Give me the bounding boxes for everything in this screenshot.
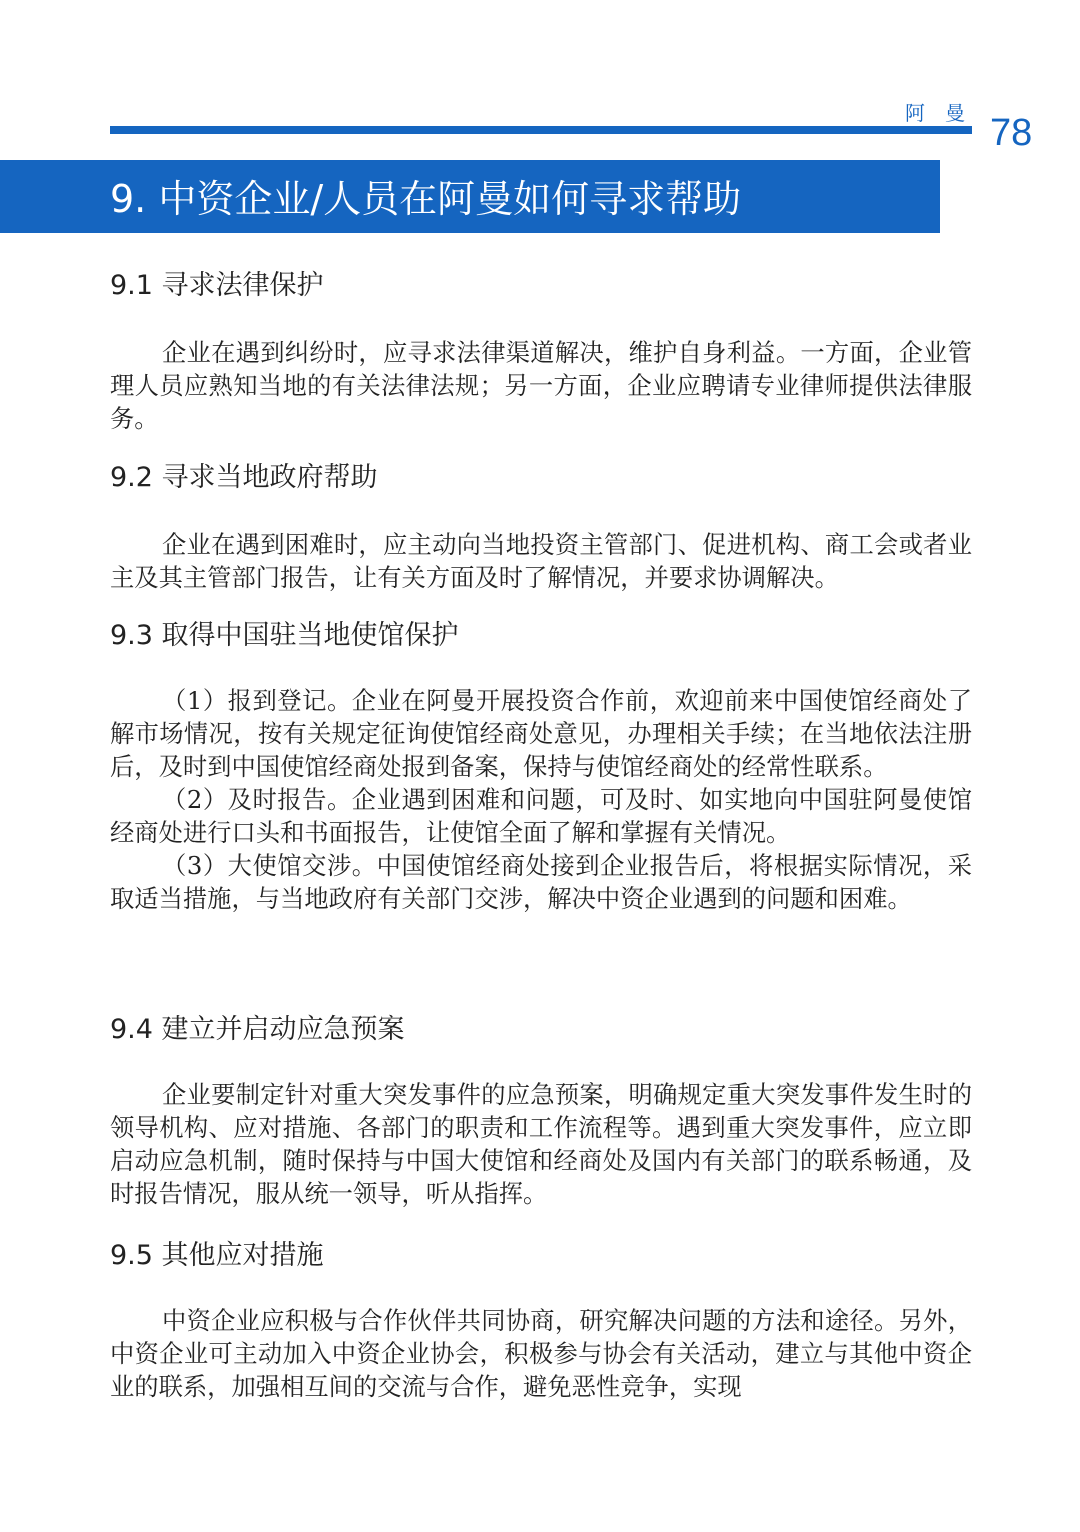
running-head-country: 阿曼: [905, 101, 985, 125]
section-title: 9.2 寻求当地政府帮助: [110, 462, 378, 493]
paragraph: 企业在遇到困难时，应主动向当地投资主管部门、促进机构、商工会或者业主及其主管部门报告，让有关方面及时了解情况，并要求协调解决。: [110, 530, 972, 592]
section-title: 9.5 其他应对措施: [110, 1240, 324, 1271]
paragraph: 企业要制定针对重大突发事件的应急预案，明确规定重大突发事件发生时的领导机构、应对措施、各部门的职责和工作流程等。遇到重大突发事件，应立即启动应急机制，随时保持与中国大使馆和经商处及国内有关部门的联系畅通，及时报告情况，服从统一领导，听从指挥。: [110, 1080, 972, 1208]
paragraph: 中资企业应积极与合作伙伴共同协商，研究解决问题的方法和途径。另外，中资企业可主动加入中资企业协会，积极参与协会有关活动，建立与其他中资企业的联系，加强相互间的交流与合作，避免恶性竞争，实现: [110, 1306, 972, 1401]
page-number: 78: [990, 112, 1033, 154]
paragraph: （1）报到登记。企业在阿曼开展投资合作前，欢迎前来中国使馆经商处了解市场情况，按有关规定征询使馆经商处意见，办理相关手续；在当地依法注册后，及时到中国使馆经商处报到备案，保持与使馆经商处的经常性联系。: [110, 686, 972, 781]
section-title: 9.1 寻求法律保护: [110, 270, 324, 301]
paragraph: （3）大使馆交涉。中国使馆经商处接到企业报告后，将根据实际情况，采取适当措施，与当地政府有关部门交涉，解决中资企业遇到的问题和困难。: [110, 851, 972, 913]
section-9-2: [110, 460, 972, 594]
section-9-4: [110, 1012, 972, 1210]
paragraph: 企业在遇到纠纷时，应寻求法律渠道解决，维护自身利益。一方面，企业管理人员应熟知当地的有关法律法规；另一方面，企业应聘请专业律师提供法律服务。: [110, 338, 972, 433]
header-rule: [110, 126, 972, 134]
section-9-3: [110, 618, 972, 915]
paragraph: （2）及时报告。企业遇到困难和问题，可及时、如实地向中国驻阿曼使馆经商处进行口头和书面报告，让使馆全面了解和掌握有关情况。: [110, 785, 972, 847]
section-title: 9.3 取得中国驻当地使馆保护: [110, 620, 459, 651]
chapter-title: 9. 中资企业/人员在阿曼如何寻求帮助: [110, 177, 742, 221]
section-9-5: [110, 1238, 972, 1403]
section-9-1: [110, 268, 972, 435]
section-title: 9.4 建立并启动应急预案: [110, 1014, 405, 1045]
